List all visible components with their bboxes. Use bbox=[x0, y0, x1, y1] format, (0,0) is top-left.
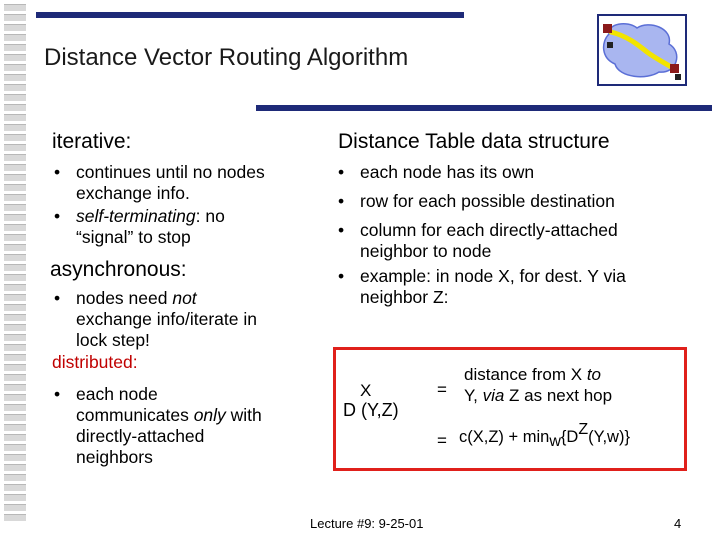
track-segment bbox=[4, 84, 26, 91]
distance-table-bullet-list bbox=[334, 162, 704, 308]
track-segment bbox=[4, 374, 26, 381]
heading-distance-table: Distance Table data structure bbox=[338, 130, 610, 153]
list-item: • example: in node X, for dest. Y via neighbor Z: bbox=[338, 266, 626, 307]
track-segment bbox=[4, 34, 26, 41]
track-segment bbox=[4, 174, 26, 181]
track-segment bbox=[4, 464, 26, 471]
track-segment bbox=[4, 114, 26, 121]
heading-asynchronous: asynchronous: bbox=[50, 258, 187, 281]
track-segment bbox=[4, 344, 26, 351]
track-segment bbox=[4, 364, 26, 371]
formula-def-line1: distance from X to bbox=[464, 365, 602, 384]
track-segment bbox=[4, 484, 26, 491]
iterative-bullet-list bbox=[50, 162, 320, 248]
formula-equals-1: = bbox=[437, 380, 447, 399]
heading-iterative: iterative: bbox=[52, 130, 132, 153]
track-segment bbox=[4, 244, 26, 251]
formula-definition bbox=[464, 364, 612, 406]
track-segment bbox=[4, 394, 26, 401]
left-decorative-track bbox=[4, 4, 26, 524]
track-segment bbox=[4, 284, 26, 291]
track-segment bbox=[4, 454, 26, 461]
title-underline-bar bbox=[256, 105, 712, 111]
track-segment bbox=[4, 134, 26, 141]
list-item: • each node has its own bbox=[338, 162, 535, 182]
track-segment bbox=[4, 274, 26, 281]
track-segment bbox=[4, 254, 26, 261]
track-segment bbox=[4, 164, 26, 171]
track-segment bbox=[4, 54, 26, 61]
asynchronous-bullet-list bbox=[50, 288, 320, 351]
heading-distributed: distributed: bbox=[52, 352, 138, 372]
formula-equals-2: = bbox=[437, 431, 447, 450]
track-segment bbox=[4, 4, 26, 11]
track-segment bbox=[4, 444, 26, 451]
slide-title: Distance Vector Routing Algorithm bbox=[44, 44, 409, 71]
track-segment bbox=[4, 494, 26, 501]
track-segment bbox=[4, 144, 26, 151]
network-cloud-icon bbox=[597, 14, 687, 86]
track-segment bbox=[4, 214, 26, 221]
track-segment bbox=[4, 184, 26, 191]
track-segment bbox=[4, 384, 26, 391]
formula-superscript-x: X bbox=[360, 381, 372, 400]
track-segment bbox=[4, 304, 26, 311]
track-segment bbox=[4, 314, 26, 321]
distributed-bullet-list bbox=[50, 384, 320, 468]
track-segment bbox=[4, 504, 26, 511]
track-segment bbox=[4, 14, 26, 21]
track-segment bbox=[4, 44, 26, 51]
track-segment bbox=[4, 434, 26, 441]
list-item: • continues until no nodes exchange info. bbox=[54, 162, 265, 203]
track-segment bbox=[4, 204, 26, 211]
list-item: • each node communicates only with directly-attached neighbors bbox=[54, 384, 262, 467]
list-item: • row for each possible destination bbox=[338, 191, 615, 211]
track-segment bbox=[4, 354, 26, 361]
track-segment bbox=[4, 234, 26, 241]
track-segment bbox=[4, 324, 26, 331]
track-segment bbox=[4, 334, 26, 341]
page-number: 4 bbox=[674, 516, 682, 531]
track-segment bbox=[4, 294, 26, 301]
formula-rhs: $c(X,Z) + \min_w\{D^Z(Y,w)\}$ bbox=[459, 421, 630, 450]
list-item: • nodes need not exchange info/iterate in lock step! bbox=[54, 288, 257, 350]
track-segment bbox=[4, 424, 26, 431]
track-segment bbox=[4, 404, 26, 411]
top-accent-bar bbox=[36, 12, 464, 18]
track-segment bbox=[4, 194, 26, 201]
formula-lhs: D (Y,Z) bbox=[343, 400, 399, 420]
list-item: • column for each directly-attached neighbor to node bbox=[338, 220, 618, 261]
track-segment bbox=[4, 104, 26, 111]
track-segment bbox=[4, 224, 26, 231]
track-segment bbox=[4, 264, 26, 271]
track-segment bbox=[4, 154, 26, 161]
track-segment bbox=[4, 474, 26, 481]
track-segment bbox=[4, 24, 26, 31]
track-segment bbox=[4, 414, 26, 421]
footer-lecture: Lecture #9: 9-25-01 bbox=[310, 516, 424, 531]
self-terminating-text: self-terminating: no bbox=[76, 206, 225, 226]
track-segment bbox=[4, 74, 26, 81]
track-segment bbox=[4, 94, 26, 101]
track-segment bbox=[4, 64, 26, 71]
list-item: • self-terminating: no “signal” to stop bbox=[54, 206, 225, 247]
formula-def-line2: Y, via Z as next hop bbox=[464, 386, 613, 405]
track-segment bbox=[4, 514, 26, 521]
track-segment bbox=[4, 124, 26, 131]
